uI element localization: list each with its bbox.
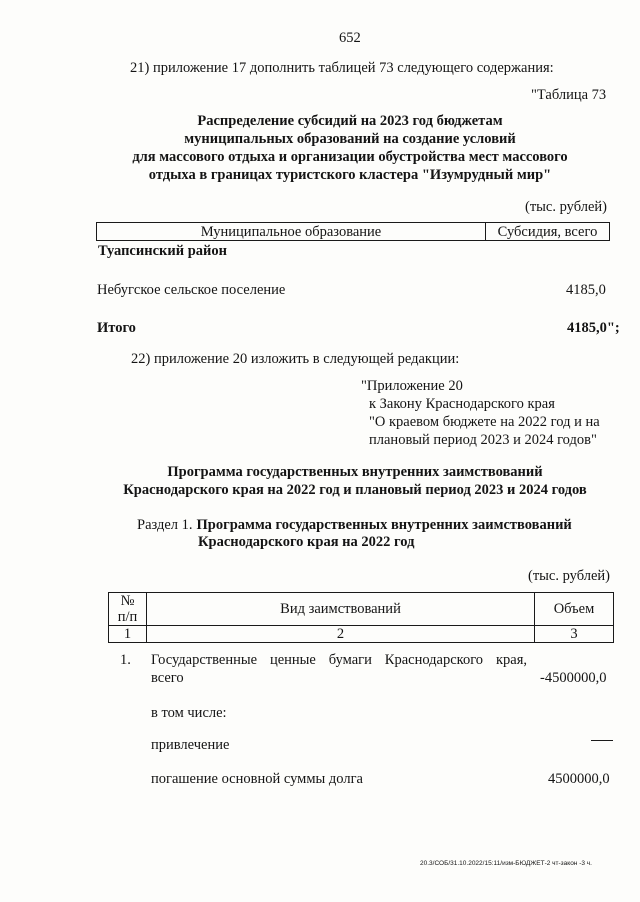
row-1-number: 1. xyxy=(120,652,131,668)
row-1-description-line-1: Государственные ценные бумаги Краснодарского края, xyxy=(151,652,527,668)
header-number: № п/п xyxy=(109,593,147,626)
section-1-title-line-2: Краснодарского края на 2022 год xyxy=(198,534,415,550)
row-1-description-line-2: всего xyxy=(151,670,184,686)
unit-label-2: (тыс. рублей) xyxy=(528,568,610,584)
row-1-volume: -4500000,0 xyxy=(540,670,607,686)
table-73-title-line-1: Распределение субсидий на 2023 год бюджетам xyxy=(197,113,503,129)
col-number-2: 2 xyxy=(147,626,535,643)
section-1-heading xyxy=(137,516,572,534)
col-number-1: 1 xyxy=(109,626,147,643)
table-73-title-line-2: муниципальных образований на создание условий xyxy=(184,131,516,147)
row-attraction-value xyxy=(590,734,605,751)
appendix-line-1: "Приложение 20 xyxy=(361,378,463,394)
item-21-text: 21) приложение 17 дополнить таблицей 73 следующего содержания: xyxy=(130,60,554,76)
section-1-prefix: Раздел 1. xyxy=(137,517,193,533)
appendix-line-2: к Закону Краснодарского края xyxy=(369,396,555,412)
appendix-line-4: плановый период 2023 и 2024 годов" xyxy=(369,432,597,448)
table-73-header xyxy=(96,222,610,241)
document-footer-code: 20.3/СОБ/31.10.2022/15:11/изм-БЮДЖЕТ-2 чт-закон -3 ч. xyxy=(420,860,592,867)
borrowing-table-header xyxy=(108,592,614,643)
col-number-3: 3 xyxy=(535,626,614,643)
row-including-label: в том числе: xyxy=(151,705,227,721)
row-attraction-dash xyxy=(591,740,613,741)
row-repayment-label: погашение основной суммы долга xyxy=(151,771,363,787)
total-value: 4185,0"; xyxy=(567,320,620,336)
table-73-title-line-4: отдыха в границах туристского кластера "Изумрудный мир" xyxy=(148,167,552,183)
item-22-text: 22) приложение 20 изложить в следующей редакции: xyxy=(131,351,460,367)
table-73-title-line-3: для массового отдыха и организации обустройства мест массового xyxy=(132,149,568,165)
municipality-name: Небугское сельское поселение xyxy=(97,282,286,298)
program-title-line-2: Краснодарского края на 2022 год и плановый период 2023 и 2024 годов xyxy=(123,482,587,498)
section-1-title-line-1: Программа государственных внутренних заимствований xyxy=(196,517,572,533)
header-borrowing-kind: Вид заимствований xyxy=(147,593,535,626)
page-number: 652 xyxy=(339,30,361,46)
header-municipality: Муниципальное образование xyxy=(97,223,486,241)
header-subsidy: Субсидия, всего xyxy=(486,223,610,241)
unit-label-1: (тыс. рублей) xyxy=(525,199,607,215)
row-repayment-volume: 4500000,0 xyxy=(548,771,610,787)
program-title-line-1: Программа государственных внутренних заимствований xyxy=(167,464,543,480)
district-name: Туапсинский район xyxy=(98,243,227,259)
municipality-subsidy: 4185,0 xyxy=(566,282,606,298)
row-attraction-label: привлечение xyxy=(151,737,230,753)
header-volume: Объем xyxy=(535,593,614,626)
appendix-line-3: "О краевом бюджете на 2022 год и на xyxy=(369,414,600,430)
table-73-label: "Таблица 73 xyxy=(531,87,607,103)
total-label: Итого xyxy=(97,320,136,336)
